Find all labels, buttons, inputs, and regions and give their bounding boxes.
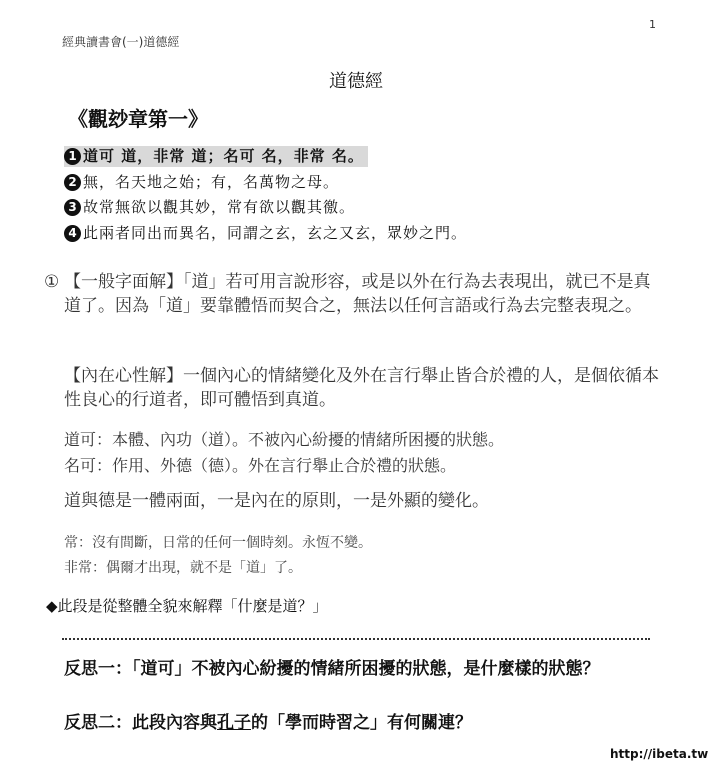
verse-4-marker: 4 (64, 225, 81, 242)
verse-3-text: 故常無欲以觀其妙，常有欲以觀其徼。 (83, 198, 356, 216)
verse-2-text: 無，名天地之始；有，名萬物之母。 (83, 173, 340, 191)
verse-3-marker: 3 (64, 199, 81, 216)
literal-interpretation: 【一般字面解】「道」若可用言說形容，或是以外在行為去表現出，就已不是真道了。因為「道」要靠體悟而契合之，無法以任何言語或行為去完整表現之。 (64, 272, 651, 316)
inner-interpretation: 【內在心性解】一個內心的情緒變化及外在言行舉止皆合於禮的人，是個依循本性良心的行道者，即可體悟到真道。 (64, 366, 659, 410)
reflection-2-name: 孔子 (217, 713, 251, 733)
verse-2-marker: 2 (64, 174, 81, 191)
verse-3 (64, 196, 355, 217)
definition-dao-ke: 道可：本體、內功（道）。不被內心紛擾的情緒所困擾的狀態。 (64, 430, 505, 449)
commentary-marker: ① (44, 272, 60, 292)
verse-4 (64, 222, 467, 243)
verse-2 (64, 171, 339, 192)
page-number: 1 (649, 18, 656, 31)
site-watermark: http://ibeta.tw (610, 747, 709, 761)
reflection-2-suffix: 的「學而時習之」有何關連？ (251, 713, 472, 733)
note-feichang: 非常：偶爾才出現，就不是「道」了。 (64, 560, 302, 576)
verse-1 (64, 145, 368, 166)
verse-4-text: 此兩者同出而異名，同謂之玄，玄之又玄，眾妙之門。 (83, 224, 468, 242)
reflection-2 (64, 708, 472, 733)
reflection-2-prefix: 反思二：此段內容與 (64, 713, 217, 733)
verse-1-text: 道可 道，非常 道；名可 名，非常 名。 (83, 147, 364, 165)
definition-ming-ke: 名可：作用、外德（德）。外在言行舉止合於禮的狀態。 (64, 456, 457, 475)
dotted-divider (62, 638, 650, 640)
note-chang: 常：沒有間斷，日常的任何一個時刻。永恆不變。 (64, 535, 372, 551)
chapter-title: 《觀玅章第一》 (68, 107, 208, 131)
document-title: 道德經 (329, 71, 383, 92)
verse-1-highlight (64, 146, 368, 167)
summary-line: ◆此段是從整體全貌來解釋「什麼是道？」 (46, 597, 328, 615)
reflection-1: 反思一：「道可」不被內心紛擾的情緒所困擾的狀態，是什麼樣的狀態？ (64, 659, 600, 679)
running-header: 經典讀書會(一)道德經 (62, 35, 180, 49)
dao-de-unity: 道與德是一體兩面，一是內在的原則，一是外顯的變化。 (64, 491, 489, 511)
verse-1-marker: 1 (64, 148, 81, 165)
